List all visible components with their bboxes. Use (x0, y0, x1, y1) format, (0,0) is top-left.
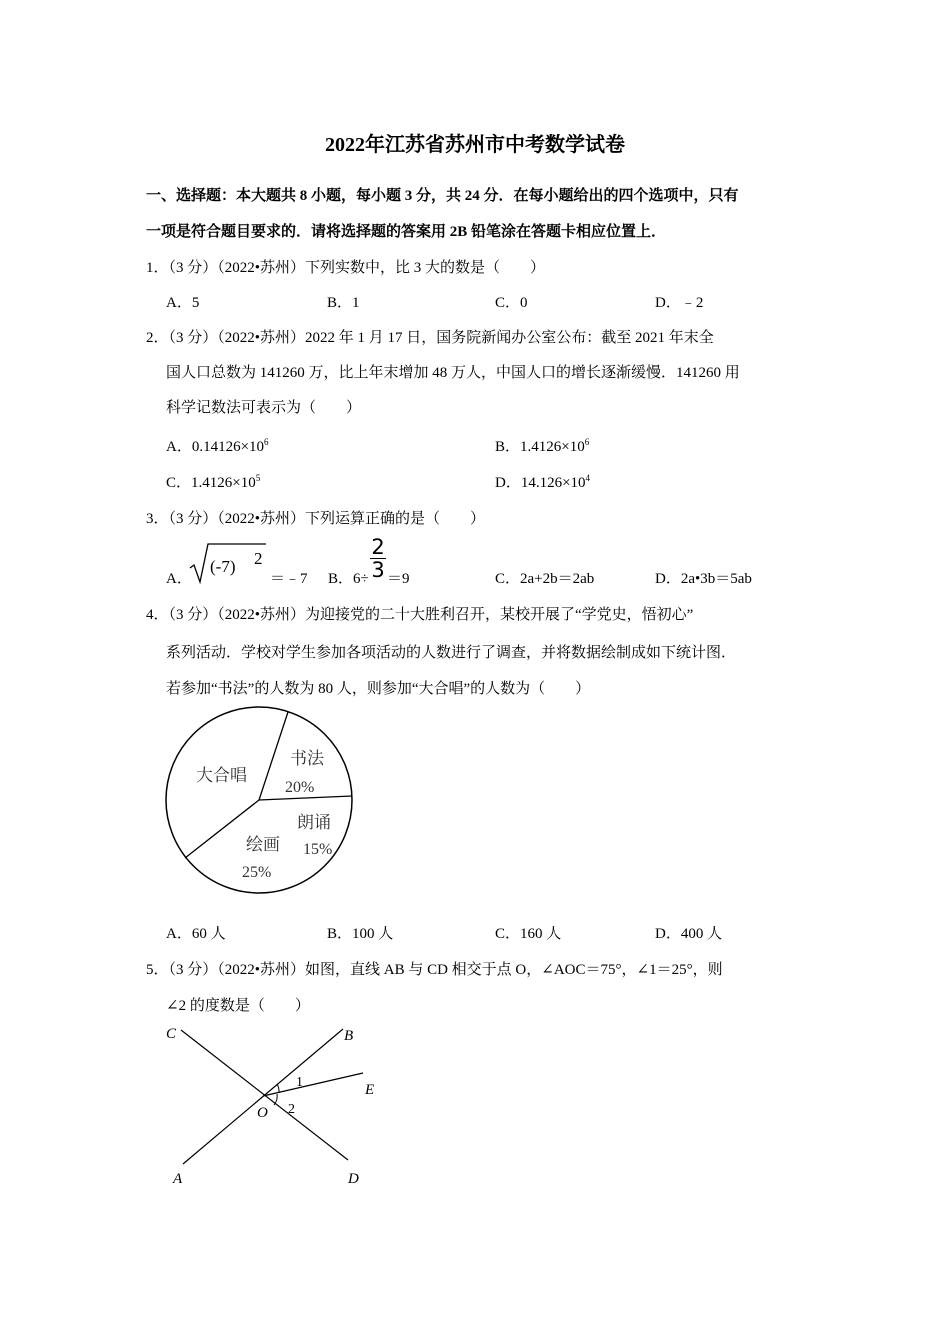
q5-line2: ∠2 的度数是（ ） (166, 998, 310, 1014)
point-d-label: D (348, 1171, 359, 1187)
angle-1-label: 1 (296, 1075, 303, 1090)
slice-value-painting: 25% (242, 864, 272, 881)
point-b-label: B (344, 1028, 354, 1044)
pie-divider (259, 712, 288, 800)
geometry-figure (150, 1010, 400, 1200)
q2-option-a-exp: 6 (264, 437, 269, 447)
section-instructions-line1: 一、选择题：本大题共 8 小题，每小题 3 分，共 24 分．在每小题给出的四个选项中，只有 (146, 188, 739, 204)
point-e-label: E (365, 1082, 375, 1098)
slice-value-calligraphy: 20% (285, 779, 315, 796)
q2-option-c-base: C．1.4126×10 (166, 475, 256, 491)
q2-option-d-base: D．14.126×10 (495, 475, 586, 491)
q3-stem: 3．（3 分）（2022•苏州）下列运算正确的是（ ） (146, 511, 486, 527)
q3-option-a-exp: 2 (254, 549, 263, 568)
q2-option-b-base: B．1.4126×10 (495, 439, 585, 455)
pie-chart (160, 700, 370, 900)
q5-line1: 5．（3 分）（2022•苏州）如图，直线 AB 与 CD 相交于点 O，∠AOC＝75°，∠1＝25°，则 (146, 962, 723, 978)
q2-option-b-exp: 6 (584, 437, 590, 447)
q2-option-c (166, 471, 260, 492)
q2-option-c-exp: 5 (255, 473, 261, 483)
q2-line1: 2．（3 分）（2022•苏州）2022 年 1 月 17 日，国务院新闻办公室公布：截至 2021 年末全 (146, 330, 714, 346)
slice-value-recitation: 15% (303, 841, 333, 858)
q2-option-a-base: A．0.14126×10 (166, 439, 265, 455)
q4-line1: 4．（3 分）（2022•苏州）为迎接党的二十大胜利召开，某校开展了“学党史，悟初心” (146, 607, 694, 623)
q3-option-b-result: ＝9 (387, 571, 410, 587)
q3-option-d: D．2a•3b＝5ab (655, 571, 752, 587)
q2-option-d (495, 471, 590, 492)
q3-option-a-label: A． (166, 571, 192, 587)
section-instructions-line2: 一项是符合题目要求的．请将选择题的答案用 2B 铅笔涂在答题卡相应位置上． (146, 224, 667, 240)
angle-2-label: 2 (288, 1102, 295, 1117)
sqrt-symbol-icon (188, 538, 268, 586)
q4-option-c: C．160 人 (495, 926, 562, 942)
q3-option-a-radicand: (-7) (210, 557, 236, 576)
q2-option-d-exp: 4 (585, 473, 591, 483)
q1-option-c: C．0 (495, 295, 528, 311)
q4-option-b: B．100 人 (327, 926, 394, 942)
slice-label-calligraphy: 书法 (290, 749, 324, 768)
q1-option-a: A．5 (166, 295, 200, 311)
q3-option-a-result: ＝﹣7 (270, 571, 308, 587)
point-o-label: O (257, 1105, 268, 1121)
angle-1-arc (277, 1084, 279, 1092)
q3-option-b-denominator: 3 (371, 558, 385, 582)
q3-option-c: C．2a+2b＝2ab (495, 571, 595, 587)
q2-option-a (166, 435, 269, 456)
q4-line2: 系列活动．学校对学生参加各项活动的人数进行了调查，并将数据绘制成如下统计图． (166, 645, 737, 661)
slice-label-painting: 绘画 (246, 835, 280, 854)
q1-stem: 1．（3 分）（2022•苏州）下列实数中，比 3 大的数是（ ） (146, 260, 546, 276)
q3-option-b-fraction (370, 536, 386, 581)
page-title: 2022年江苏省苏州市中考数学试卷 (325, 134, 625, 156)
q2-option-b (495, 435, 589, 456)
q4-option-a: A．60 人 (166, 926, 226, 942)
slice-label-chorus: 大合唱 (196, 766, 247, 785)
q4-line3: 若参加“书法”的人数为 80 人，则参加“大合唱”的人数为（ ） (166, 681, 591, 697)
point-a-label: A (173, 1171, 183, 1187)
slice-label-recitation: 朗诵 (297, 813, 331, 832)
q3-option-b-numerator: 2 (371, 535, 385, 559)
q1-option-b: B．1 (327, 295, 360, 311)
pie-divider (259, 796, 352, 800)
q2-line2: 国人口总数为 141260 万，比上年末增加 48 万人，中国人口的增长逐渐缓慢．141260 用 (166, 365, 740, 381)
q2-line3: 科学记数法可表示为（ ） (166, 400, 362, 416)
q1-option-d: D．﹣2 (655, 295, 704, 311)
line-ab (183, 1029, 343, 1164)
q3-option-b-label: B．6÷ (328, 571, 369, 587)
q4-option-d: D．400 人 (655, 926, 723, 942)
point-c-label: C (166, 1026, 177, 1042)
